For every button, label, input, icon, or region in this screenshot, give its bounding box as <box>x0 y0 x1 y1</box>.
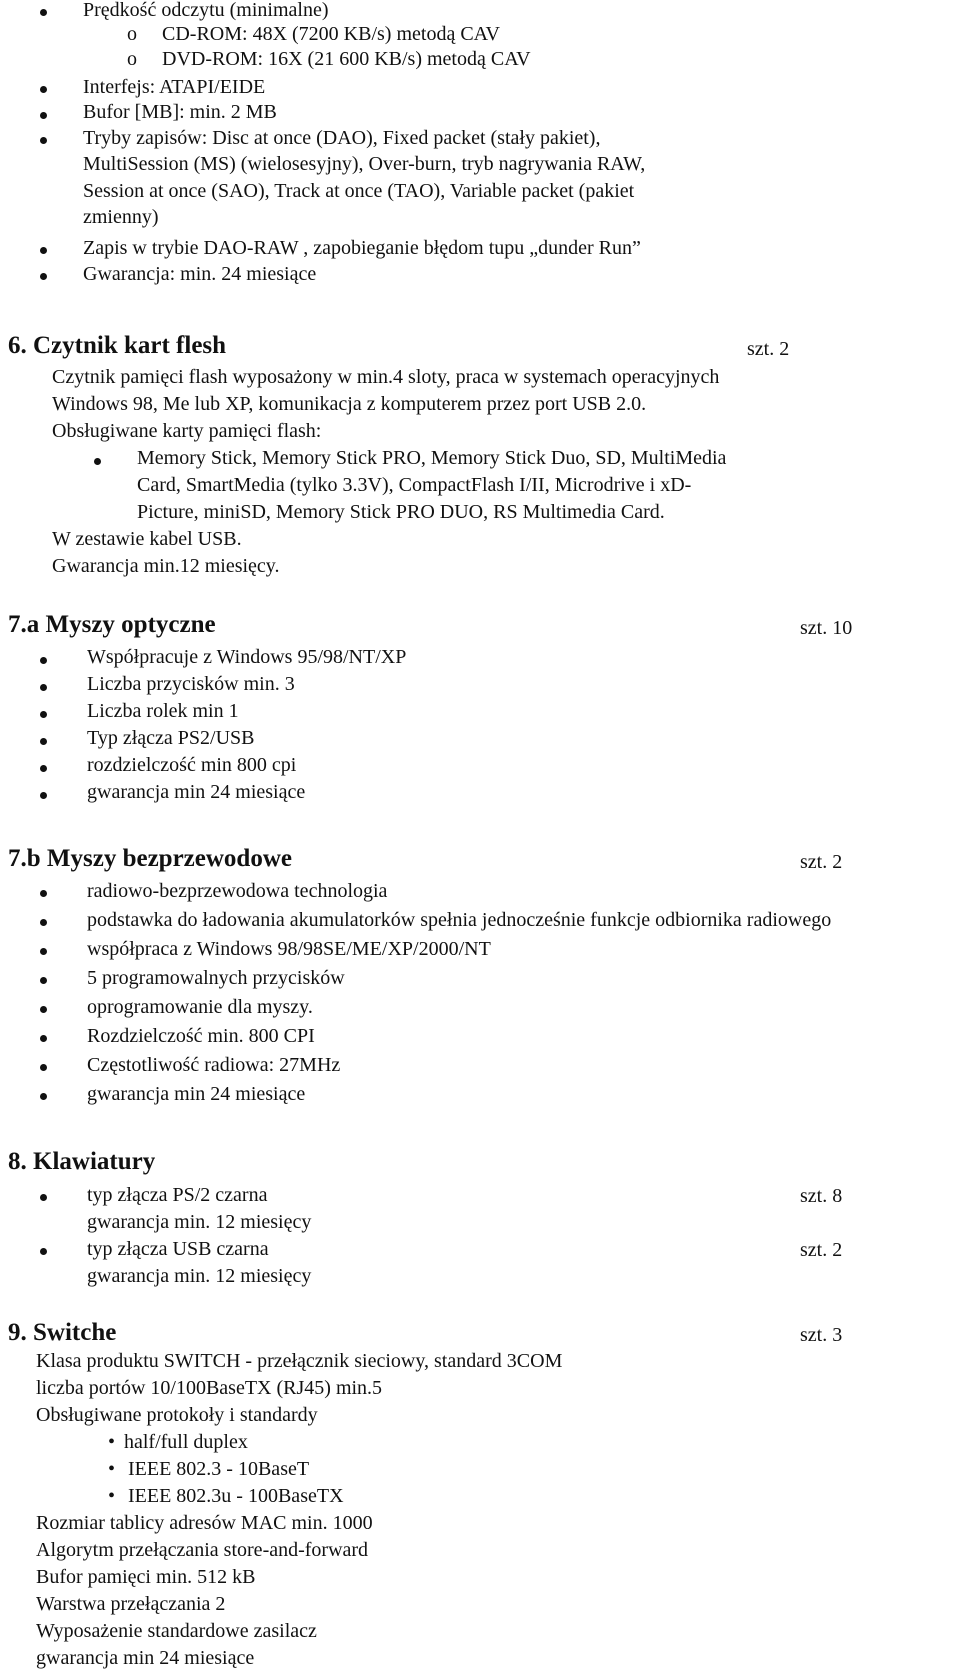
list-item: współpraca z Windows 98/98SE/ME/XP/2000/NT <box>87 938 491 960</box>
list-item: oprogramowanie dla myszy. <box>87 996 313 1018</box>
list-item: Liczba rolek min 1 <box>87 700 239 722</box>
list-item: gwarancja min 24 miesiące <box>87 1083 306 1105</box>
list-item: Częstotliwość radiowa: 27MHz <box>87 1054 341 1076</box>
section-heading: 7.b Myszy bezprzewodowe <box>8 845 292 872</box>
quantity: szt. 2 <box>800 1239 843 1261</box>
list-item: podstawka do ładowania akumulatorków spełnia jednocześnie funkcje odbiornika radiowego <box>87 909 832 931</box>
text-line: Card, SmartMedia (tylko 3.3V), CompactFlash I/II, Microdrive i xD- <box>137 474 692 496</box>
bullet-icon <box>40 738 47 745</box>
section-heading: 8. Klawiatury <box>8 1148 156 1175</box>
bullet-icon <box>40 977 47 984</box>
bullet-icon <box>40 1035 47 1042</box>
list-item: Liczba przycisków min. 3 <box>87 673 295 695</box>
text-line: Rozmiar tablicy adresów MAC min. 1000 <box>36 1512 373 1534</box>
sub-marker: o <box>127 48 137 70</box>
list-item: CD-ROM: 48X (7200 KB/s) metodą CAV <box>162 23 500 45</box>
list-item: Prędkość odczytu (minimalne) <box>83 0 329 21</box>
bullet-icon <box>40 657 47 664</box>
text-line: gwarancja min 24 miesiące <box>36 1647 255 1669</box>
list-item: rozdzielczość min 800 cpi <box>87 754 297 776</box>
list-item: IEEE 802.3u - 100BaseTX <box>128 1485 344 1507</box>
bullet-icon <box>40 112 47 119</box>
list-item: typ złącza USB czarna <box>87 1238 269 1260</box>
sub-marker: o <box>127 23 137 45</box>
list-item: Rozdzielczość min. 800 CPI <box>87 1025 315 1047</box>
text-line: Memory Stick, Memory Stick PRO, Memory Stick Duo, SD, MultiMedia <box>137 447 727 469</box>
text-line: Windows 98, Me lub XP, komunikacja z komputerem przez port USB 2.0. <box>52 393 647 415</box>
quantity: szt. 2 <box>800 851 843 873</box>
text-line: Bufor pamięci min. 512 kB <box>36 1566 256 1588</box>
list-item: Tryby zapisów: Disc at once (DAO), Fixed packet (stały pakiet), <box>83 127 601 149</box>
list-item: Typ złącza PS2/USB <box>87 727 255 749</box>
bullet-icon <box>40 247 47 254</box>
bullet-icon <box>40 1248 47 1255</box>
list-item: typ złącza PS/2 czarna <box>87 1184 268 1206</box>
bullet-icon <box>40 1093 47 1100</box>
quantity: szt. 2 <box>747 338 790 360</box>
text-line: Klasa produktu SWITCH - przełącznik sieciowy, standard 3COM <box>36 1350 563 1372</box>
bullet-icon <box>40 684 47 691</box>
list-item: gwarancja min 24 miesiące <box>87 781 306 803</box>
text-line: Obsługiwane karty pamięci flash: <box>52 420 322 442</box>
bullet-icon <box>40 765 47 772</box>
list-item: Współpracuje z Windows 95/98/NT/XP <box>87 646 407 668</box>
list-item: half/full duplex <box>124 1431 248 1453</box>
list-item: gwarancja min. 12 miesięcy <box>87 1265 312 1287</box>
bullet-icon <box>40 792 47 799</box>
bullet-icon <box>40 1006 47 1013</box>
text-line: liczba portów 10/100BaseTX (RJ45) min.5 <box>36 1377 383 1399</box>
bullet-icon: • <box>108 1485 116 1507</box>
text-line: Gwarancja min.12 miesięcy. <box>52 555 280 577</box>
quantity: szt. 3 <box>800 1324 843 1346</box>
bullet-icon <box>40 919 47 926</box>
text-line: Warstwa przełączania 2 <box>36 1593 226 1615</box>
bullet-icon: • <box>108 1458 116 1480</box>
bullet-icon <box>40 86 47 93</box>
bullet-icon <box>40 1194 47 1201</box>
quantity: szt. 10 <box>800 617 853 639</box>
list-item: IEEE 802.3 - 10BaseT <box>128 1458 310 1480</box>
bullet-icon <box>40 890 47 897</box>
quantity: szt. 8 <box>800 1185 843 1207</box>
bullet-icon <box>40 137 47 144</box>
list-item: MultiSession (MS) (wielosesyjny), Over-burn, tryb nagrywania RAW, <box>83 153 646 175</box>
bullet-icon <box>40 273 47 280</box>
list-item: Session at once (SAO), Track at once (TAO), Variable packet (pakiet <box>83 180 635 202</box>
section-heading: 9. Switche <box>8 1319 117 1346</box>
section-heading: 6. Czytnik kart flesh <box>8 332 227 359</box>
bullet-icon <box>40 1064 47 1071</box>
list-item: Bufor [MB]: min. 2 MB <box>83 101 277 123</box>
list-item: 5 programowalnych przycisków <box>87 967 345 989</box>
text-line: Wyposażenie standardowe zasilacz <box>36 1620 317 1642</box>
text-line: Czytnik pamięci flash wyposażony w min.4 sloty, praca w systemach operacyjnych <box>52 366 720 388</box>
section-heading: 7.a Myszy optyczne <box>8 611 216 638</box>
bullet-icon <box>40 711 47 718</box>
text-line: W zestawie kabel USB. <box>52 528 242 550</box>
list-item: zmienny) <box>83 206 159 228</box>
list-item: radiowo-bezprzewodowa technologia <box>87 880 388 902</box>
list-item: Interfejs: ATAPI/EIDE <box>83 76 266 98</box>
list-item: DVD-ROM: 16X (21 600 KB/s) metodą CAV <box>162 48 531 70</box>
text-line: Obsługiwane protokoły i standardy <box>36 1404 318 1426</box>
bullet-icon <box>40 948 47 955</box>
bullet-icon <box>40 9 47 16</box>
bullet-icon: • <box>108 1431 116 1453</box>
text-line: Algorytm przełączania store-and-forward <box>36 1539 369 1561</box>
list-item: Gwarancja: min. 24 miesiące <box>83 263 317 285</box>
list-item: Zapis w trybie DAO-RAW , zapobieganie błędom tupu „dunder Run” <box>83 237 641 259</box>
list-item: gwarancja min. 12 miesięcy <box>87 1211 312 1233</box>
bullet-icon <box>94 458 101 465</box>
text-line: Picture, miniSD, Memory Stick PRO DUO, RS Multimedia Card. <box>137 501 665 523</box>
